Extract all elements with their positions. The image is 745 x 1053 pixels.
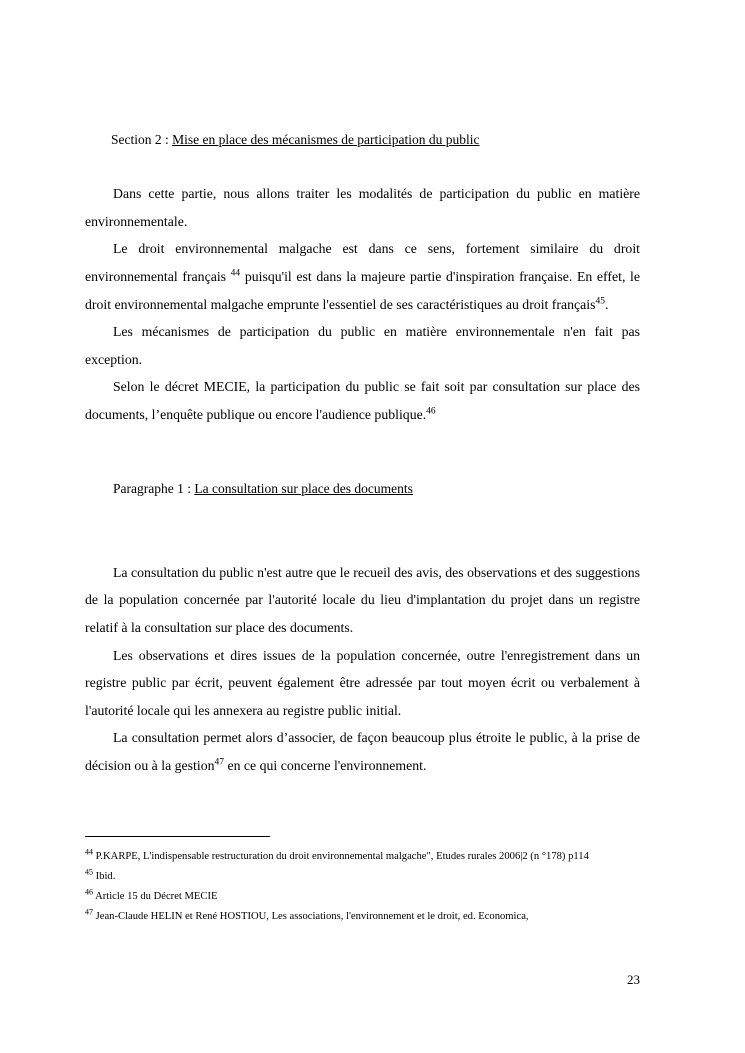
footnote-text-46: Article 15 du Décret MECIE [95, 891, 218, 903]
footnote-47 [85, 908, 640, 925]
section-heading-prefix: Section 2 : [111, 132, 173, 147]
paragraph-5-text: La consultation du public n'est autre que le recueil des avis, des observations et des suggestions de la population concernée par l'autorité locale du lieu d'implantation du projet dans un registre relatif à la consultation sur place des documents. [85, 564, 640, 636]
spacer [85, 529, 640, 559]
paragraph-6 [85, 642, 640, 725]
footnote-text-44: P.KARPE, L'indispensable restructuration du droit environnemental malgache", Etudes rurales 2006|2 (n °178) p114 [95, 851, 589, 862]
spacer [85, 459, 640, 479]
footnote-marker-44[interactable]: 44 [230, 268, 241, 279]
footnote-separator [85, 836, 270, 837]
paragraph-heading-title: La consultation sur place des documents [194, 480, 413, 496]
paragraph-3-text: Les mécanismes de participation du public en matière environnementale n'en fait pas exception. [85, 324, 640, 367]
paragraph-1-text: Dans cette partie, nous allons traiter les modalités de participation du public en matière environnementale. [85, 186, 640, 229]
paragraph-7: La consultation permet alors d’associer, de façon beaucoup plus étroite le public, à la prise de décision ou à la gestion$^{47}$ en ce qui concerne l'environnement. [85, 730, 640, 773]
footnote-45 [85, 868, 640, 885]
paragraph-6-text: Les observations et dires issues de la population concernée, outre l'enregistrement dans un registre public par écrit, peuvent également être adressée par tout moyen écrit ou verbalement à l'autorité locale qui les annexera au registre public initial. [85, 647, 640, 718]
paragraph-4: Selon le décret MECIE, la participation du public se fait soit par consultation sur place des documents, l’enquête publique ou encore l'audience publique.$^{46}$ [85, 379, 640, 422]
spacer [85, 150, 640, 180]
paragraph-5 [85, 559, 640, 642]
footnote-text-47: Jean-Claude HELIN et René HOSTIOU, Les associations, l'environnement et le droit, ed. Economica, [95, 911, 529, 923]
paragraph-2: Le droit environnemental malgache est dans ce sens, fortement similaire du droit environnemental français $^{44}$ puisqu'il est dans la majeure partie d'inspiration française. En effet, le droit environnemental malgache emprunte l'essentiel de ses caractéristiques au droit français$^{45}$. [85, 241, 640, 312]
footnote-marker-47[interactable]: 47 [214, 757, 225, 768]
page-content [85, 130, 640, 780]
paragraph-1 [85, 180, 640, 235]
footnote-number-44: 44 [85, 847, 93, 857]
paragraph-3 [85, 318, 640, 373]
spacer [85, 429, 640, 459]
section-heading-title: Mise en place des mécanismes de participation du public [172, 132, 480, 147]
footnote-number-47: 47 [85, 907, 93, 917]
footnote-marker-45[interactable]: 45 [595, 296, 605, 307]
footnotes [85, 848, 640, 929]
paragraph-heading-prefix: Paragraphe 1 : [113, 480, 195, 496]
footnote-number-45: 45 [85, 867, 93, 877]
paragraph-heading [85, 479, 640, 499]
spacer [85, 499, 640, 529]
footnote-text-45: Ibid. [95, 871, 116, 883]
page-number: 23 [627, 972, 640, 987]
footnote-marker-46[interactable]: 46 [426, 406, 436, 417]
footnote-44 [85, 848, 640, 865]
footnote-number-46: 46 [85, 887, 93, 897]
section-heading [85, 130, 640, 150]
footnote-46 [85, 888, 640, 905]
